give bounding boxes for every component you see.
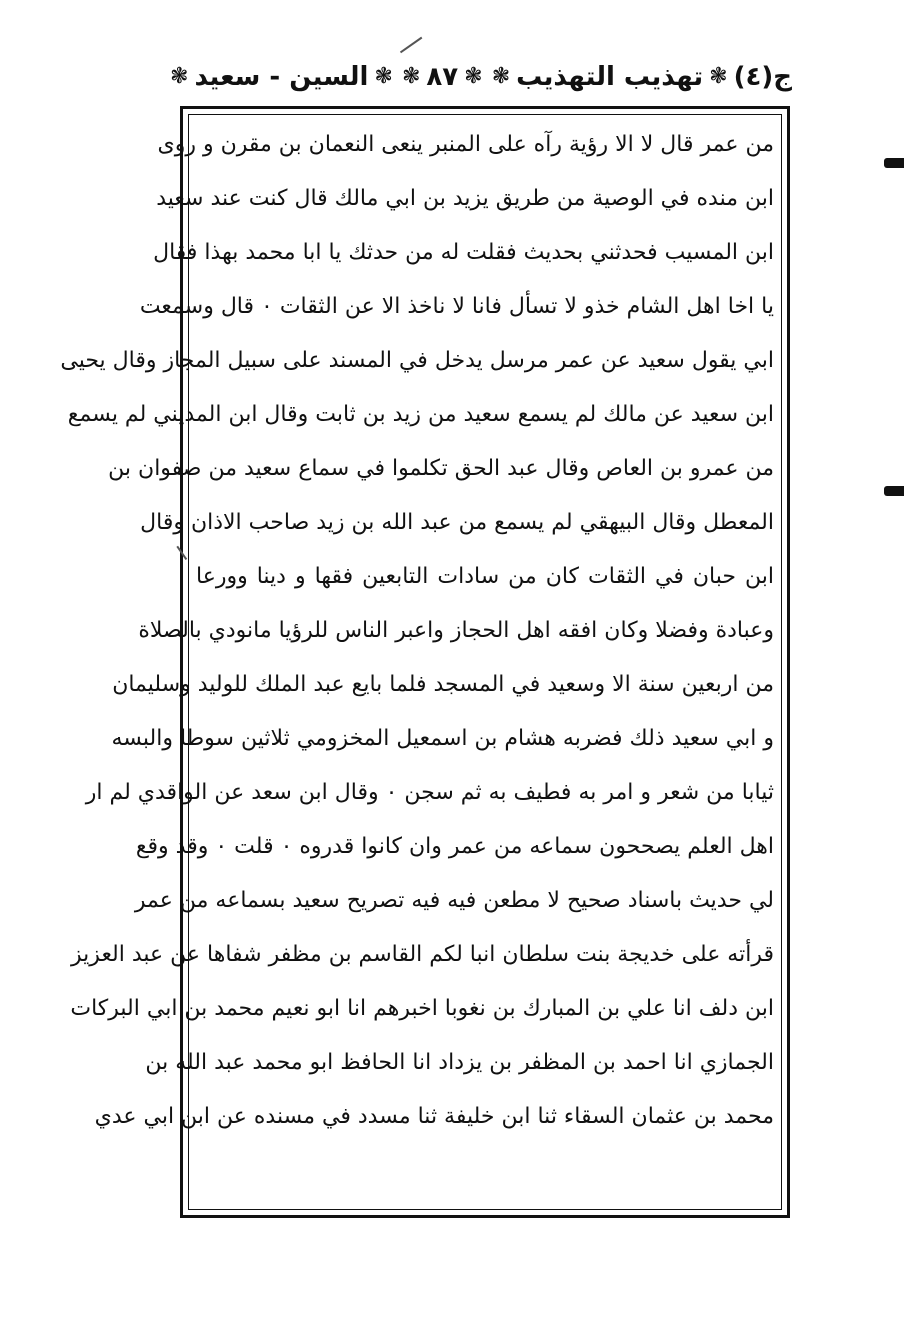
text-line: ابن المسيب فحدثني بحديث فقلت له من حدثك يا ابا محمد بهذا فقال bbox=[153, 240, 774, 265]
scan-speck bbox=[400, 37, 422, 53]
section-title: السين - سعيد bbox=[194, 62, 369, 92]
header-volume-title-group bbox=[492, 62, 792, 92]
binding-mark bbox=[884, 158, 904, 168]
header-page-number-group bbox=[402, 62, 483, 92]
page-number: ٨٧ bbox=[426, 62, 459, 92]
text-line: من عمرو بن العاص وقال عبد الحق تكلموا في سماع سعيد من صفوان بن bbox=[108, 456, 774, 481]
text-line: ابن دلف انا علي بن المبارك بن نغوبا اخبرهم انا ابو نعيم محمد بن ابي البركات bbox=[70, 996, 774, 1021]
flower-ornament-icon: ❃ bbox=[464, 64, 483, 89]
text-line: ثيابا من شعر و امر به فطيف به ثم سجن ٠ وقال ابن سعد عن الواقدي لم ار bbox=[85, 780, 774, 805]
text-line: ابن سعيد عن مالك لم يسمع سعيد من زيد بن ثابت وقال ابن المديني لم يسمع bbox=[67, 402, 774, 427]
volume-label: ج(٤) bbox=[733, 62, 792, 92]
text-line: محمد بن عثمان السقاء ثنا ابن خليفة ثنا مسدد في مسنده عن ابن ابي عدي bbox=[94, 1104, 774, 1129]
text-line: المعطل وقال البيهقي لم يسمع من عبد الله بن زيد صاحب الاذان وقال bbox=[140, 510, 774, 535]
header-section-group bbox=[170, 62, 393, 92]
flower-ornament-icon: ❃ bbox=[374, 64, 393, 89]
main-text-block bbox=[60, 118, 774, 1208]
text-line: من عمر قال لا الا رؤية رآه على المنبر ينعى النعمان بن مقرن و روى bbox=[157, 132, 774, 157]
running-header bbox=[170, 52, 792, 102]
binding-mark bbox=[884, 486, 904, 496]
book-title: تهذيب التهذيب bbox=[516, 62, 704, 92]
text-line: لي حديث باسناد صحيح لا مطعن فيه فيه تصريح سعيد بسماعه من عمر bbox=[134, 888, 774, 913]
text-line: يا اخا اهل الشام خذو لا تسأل فانا لا ناخذ الا عن الثقات ٠ قال وسمعت bbox=[139, 294, 774, 319]
text-line: ابي يقول سعيد عن عمر مرسل يدخل في المسند على سبيل المجاز وقال يحيى bbox=[60, 348, 774, 373]
text-line: ابن منده في الوصية من طريق يزيد بن ابي مالك قال كنت عند سعيد bbox=[156, 186, 774, 211]
text-line: قرأته على خديجة بنت سلطان انبا لكم القاسم بن مظفر شفاها عن عبد العزيز bbox=[71, 942, 774, 967]
text-line: و ابي سعيد ذلك فضربه هشام بن اسمعيل المخزومي ثلاثين سوطا والبسه bbox=[111, 726, 774, 751]
text-line: اهل العلم يصححون سماعه من عمر وان كانوا قدروه ٠ قلت ٠ وقد وقع bbox=[135, 834, 774, 859]
text-line: ابن حبان في الثقات كان من سادات التابعين فقها و دينا وورعا bbox=[196, 564, 774, 589]
flower-ornament-icon: ❃ bbox=[709, 64, 728, 89]
flower-ornament-icon: ❃ bbox=[170, 64, 189, 89]
flower-ornament-icon: ❃ bbox=[401, 64, 421, 89]
text-line: الجمازي انا احمد بن المظفر بن يزداد انا الحافظ ابو محمد عبد الله بن bbox=[145, 1050, 774, 1075]
text-line: من اربعين سنة الا وسعيد في المسجد فلما بايع عبد الملك للوليد وسليمان bbox=[112, 672, 774, 697]
flower-ornament-icon: ❃ bbox=[491, 64, 511, 89]
text-line: وعبادة وفضلا وكان افقه اهل الحجاز واعبر الناس للرؤيا مانودي بالصلاة bbox=[138, 618, 774, 643]
